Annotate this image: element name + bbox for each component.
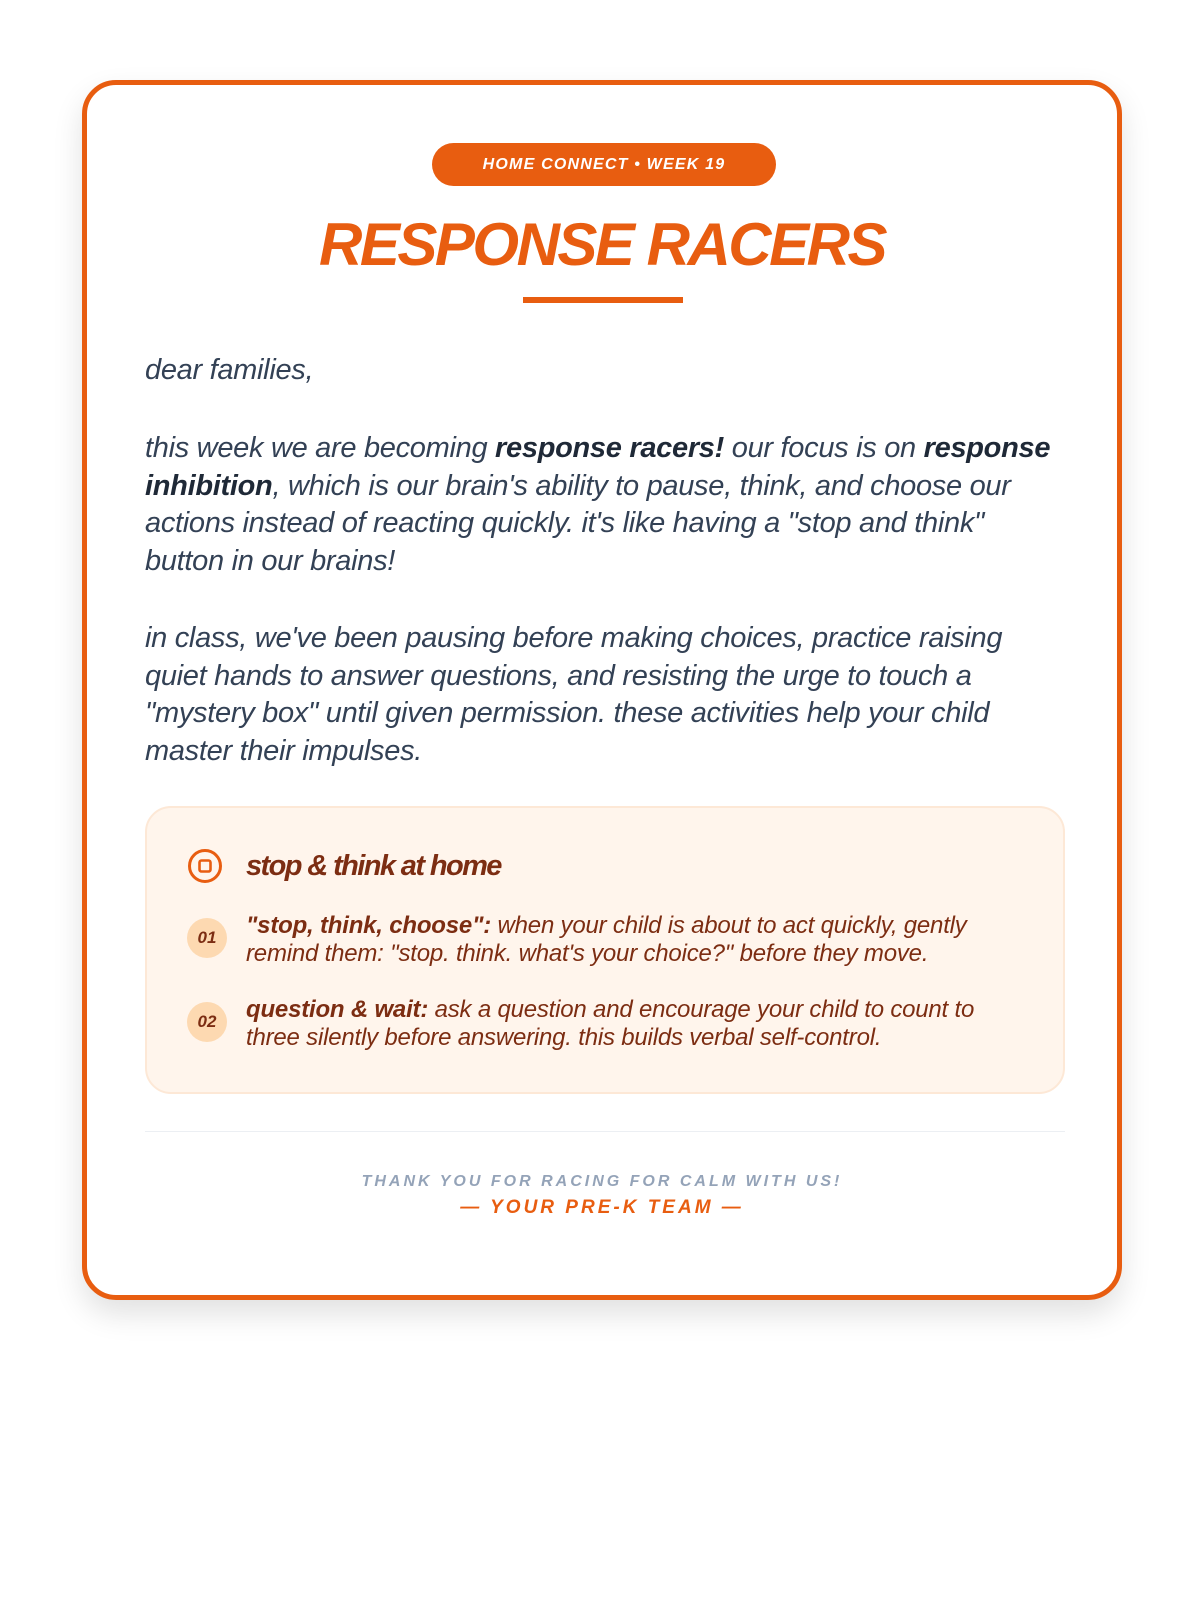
week-badge: HOME CONNECT • WEEK 19 [432, 143, 776, 186]
tip-text [246, 996, 1026, 1052]
letter-greeting [145, 352, 1065, 390]
page-title: RESPONSE RACERS [319, 211, 885, 278]
p1-text-e: , which is our brain's ability to pause, think, and choose our actions instead of reacting quickly. it's like having a "stop and think" button in our brains! [145, 469, 1011, 577]
tip-body: ask a question and encourage your child to count to three silently before answering. this builds verbal self-control. [246, 996, 975, 1051]
p1-bold-response-racers: response racers! [495, 432, 724, 464]
stop-button-icon [187, 848, 223, 884]
letter-paragraph-2 [145, 620, 1065, 770]
footer-signature: — YOUR PRE-K TEAM — [460, 1197, 744, 1218]
tip-label: "stop, think, choose": [246, 912, 492, 939]
title-underline [523, 297, 683, 303]
footer-divider [145, 1131, 1065, 1132]
letter-paragraph-1 [145, 430, 1065, 580]
tips-title: stop & think at home [246, 850, 501, 882]
tip-number: 02 [187, 1002, 227, 1042]
p1-bold-response-inhibition: response inhibition [145, 432, 1051, 502]
footer-thanks: THANK YOU FOR RACING FOR CALM WITH US! [361, 1173, 843, 1190]
tips-box [145, 806, 1065, 1094]
p2-text: in class, we've been pausing before making choices, practice raising quiet hands to answer questions, and resisting the urge to touch a "mystery box" until given permission. these activities help your child master their impulses. [145, 622, 1003, 767]
tip-label: question & wait: [246, 996, 429, 1023]
tip-body: when your child is about to act quickly, gently remind them: "stop. think. what's your choice?" before they move. [246, 912, 967, 967]
p1-text-a: this week we are becoming [145, 432, 496, 464]
greeting-text: dear families, [145, 354, 314, 386]
newsletter-card [82, 80, 1122, 1300]
p1-text-c: our focus is on [724, 432, 924, 464]
tip-text [246, 912, 1026, 968]
tip-number: 01 [187, 918, 227, 958]
